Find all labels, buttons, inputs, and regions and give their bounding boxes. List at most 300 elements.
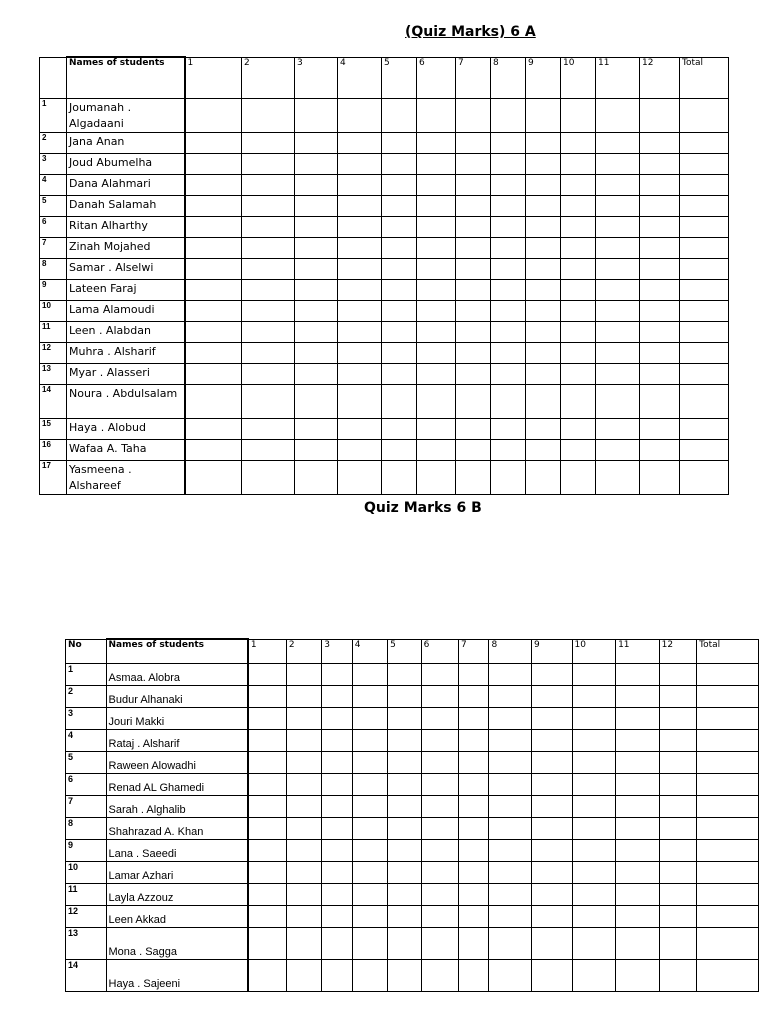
- mark-cell[interactable]: [352, 884, 387, 906]
- mark-cell[interactable]: [295, 343, 338, 364]
- mark-cell[interactable]: [526, 175, 561, 196]
- mark-cell[interactable]: [561, 385, 596, 419]
- mark-cell[interactable]: [382, 154, 417, 175]
- mark-cell[interactable]: [616, 906, 660, 928]
- mark-cell[interactable]: [382, 364, 417, 385]
- mark-cell[interactable]: [491, 154, 526, 175]
- mark-cell[interactable]: [456, 99, 491, 133]
- mark-cell[interactable]: [185, 196, 242, 217]
- mark-cell[interactable]: [640, 259, 680, 280]
- mark-cell[interactable]: [596, 175, 640, 196]
- mark-cell[interactable]: [185, 419, 242, 440]
- mark-cell[interactable]: [640, 175, 680, 196]
- total-cell[interactable]: [680, 301, 729, 322]
- mark-cell[interactable]: [286, 960, 321, 992]
- mark-cell[interactable]: [561, 217, 596, 238]
- mark-cell[interactable]: [491, 322, 526, 343]
- mark-cell[interactable]: [338, 419, 382, 440]
- mark-cell[interactable]: [338, 259, 382, 280]
- mark-cell[interactable]: [489, 884, 532, 906]
- mark-cell[interactable]: [456, 343, 491, 364]
- mark-cell[interactable]: [185, 280, 242, 301]
- mark-cell[interactable]: [421, 664, 458, 686]
- mark-cell[interactable]: [596, 322, 640, 343]
- total-cell[interactable]: [680, 385, 729, 419]
- mark-cell[interactable]: [456, 419, 491, 440]
- mark-cell[interactable]: [640, 99, 680, 133]
- total-cell[interactable]: [697, 664, 759, 686]
- mark-cell[interactable]: [242, 259, 295, 280]
- mark-cell[interactable]: [382, 259, 417, 280]
- mark-cell[interactable]: [659, 664, 696, 686]
- mark-cell[interactable]: [295, 364, 338, 385]
- mark-cell[interactable]: [616, 796, 660, 818]
- mark-cell[interactable]: [572, 928, 616, 960]
- mark-cell[interactable]: [491, 99, 526, 133]
- mark-cell[interactable]: [596, 280, 640, 301]
- mark-cell[interactable]: [531, 818, 572, 840]
- mark-cell[interactable]: [248, 752, 287, 774]
- mark-cell[interactable]: [322, 752, 352, 774]
- mark-cell[interactable]: [382, 99, 417, 133]
- mark-cell[interactable]: [616, 664, 660, 686]
- total-cell[interactable]: [680, 419, 729, 440]
- mark-cell[interactable]: [286, 752, 321, 774]
- mark-cell[interactable]: [421, 818, 458, 840]
- mark-cell[interactable]: [382, 385, 417, 419]
- mark-cell[interactable]: [352, 862, 387, 884]
- mark-cell[interactable]: [352, 796, 387, 818]
- mark-cell[interactable]: [659, 708, 696, 730]
- mark-cell[interactable]: [526, 461, 561, 495]
- mark-cell[interactable]: [596, 364, 640, 385]
- mark-cell[interactable]: [640, 322, 680, 343]
- mark-cell[interactable]: [561, 322, 596, 343]
- mark-cell[interactable]: [388, 686, 421, 708]
- mark-cell[interactable]: [459, 796, 489, 818]
- mark-cell[interactable]: [491, 175, 526, 196]
- mark-cell[interactable]: [596, 196, 640, 217]
- mark-cell[interactable]: [286, 862, 321, 884]
- mark-cell[interactable]: [248, 818, 287, 840]
- mark-cell[interactable]: [489, 906, 532, 928]
- mark-cell[interactable]: [526, 238, 561, 259]
- mark-cell[interactable]: [248, 686, 287, 708]
- mark-cell[interactable]: [338, 461, 382, 495]
- mark-cell[interactable]: [616, 708, 660, 730]
- mark-cell[interactable]: [459, 960, 489, 992]
- mark-cell[interactable]: [531, 664, 572, 686]
- mark-cell[interactable]: [242, 196, 295, 217]
- mark-cell[interactable]: [382, 238, 417, 259]
- mark-cell[interactable]: [491, 259, 526, 280]
- total-cell[interactable]: [697, 960, 759, 992]
- mark-cell[interactable]: [242, 280, 295, 301]
- mark-cell[interactable]: [338, 196, 382, 217]
- mark-cell[interactable]: [295, 440, 338, 461]
- mark-cell[interactable]: [616, 752, 660, 774]
- mark-cell[interactable]: [382, 440, 417, 461]
- mark-cell[interactable]: [572, 730, 616, 752]
- mark-cell[interactable]: [526, 259, 561, 280]
- mark-cell[interactable]: [456, 133, 491, 154]
- mark-cell[interactable]: [596, 154, 640, 175]
- total-cell[interactable]: [697, 686, 759, 708]
- mark-cell[interactable]: [459, 774, 489, 796]
- mark-cell[interactable]: [388, 730, 421, 752]
- mark-cell[interactable]: [417, 133, 456, 154]
- mark-cell[interactable]: [640, 133, 680, 154]
- mark-cell[interactable]: [388, 664, 421, 686]
- mark-cell[interactable]: [561, 419, 596, 440]
- total-cell[interactable]: [697, 752, 759, 774]
- mark-cell[interactable]: [417, 385, 456, 419]
- mark-cell[interactable]: [185, 99, 242, 133]
- mark-cell[interactable]: [489, 796, 532, 818]
- mark-cell[interactable]: [572, 818, 616, 840]
- mark-cell[interactable]: [491, 301, 526, 322]
- mark-cell[interactable]: [531, 862, 572, 884]
- total-cell[interactable]: [697, 818, 759, 840]
- mark-cell[interactable]: [456, 385, 491, 419]
- total-cell[interactable]: [680, 280, 729, 301]
- total-cell[interactable]: [680, 133, 729, 154]
- mark-cell[interactable]: [531, 796, 572, 818]
- mark-cell[interactable]: [185, 238, 242, 259]
- mark-cell[interactable]: [456, 440, 491, 461]
- mark-cell[interactable]: [352, 928, 387, 960]
- mark-cell[interactable]: [322, 818, 352, 840]
- mark-cell[interactable]: [489, 928, 532, 960]
- mark-cell[interactable]: [421, 928, 458, 960]
- mark-cell[interactable]: [659, 960, 696, 992]
- mark-cell[interactable]: [596, 419, 640, 440]
- mark-cell[interactable]: [352, 664, 387, 686]
- mark-cell[interactable]: [526, 322, 561, 343]
- mark-cell[interactable]: [242, 461, 295, 495]
- mark-cell[interactable]: [526, 343, 561, 364]
- mark-cell[interactable]: [248, 906, 287, 928]
- mark-cell[interactable]: [352, 730, 387, 752]
- mark-cell[interactable]: [596, 238, 640, 259]
- total-cell[interactable]: [697, 862, 759, 884]
- mark-cell[interactable]: [531, 686, 572, 708]
- mark-cell[interactable]: [417, 280, 456, 301]
- mark-cell[interactable]: [382, 196, 417, 217]
- mark-cell[interactable]: [382, 301, 417, 322]
- mark-cell[interactable]: [185, 175, 242, 196]
- mark-cell[interactable]: [572, 752, 616, 774]
- mark-cell[interactable]: [417, 154, 456, 175]
- mark-cell[interactable]: [659, 862, 696, 884]
- mark-cell[interactable]: [417, 364, 456, 385]
- total-cell[interactable]: [680, 196, 729, 217]
- mark-cell[interactable]: [338, 440, 382, 461]
- mark-cell[interactable]: [352, 818, 387, 840]
- mark-cell[interactable]: [322, 686, 352, 708]
- mark-cell[interactable]: [286, 818, 321, 840]
- mark-cell[interactable]: [286, 664, 321, 686]
- mark-cell[interactable]: [561, 238, 596, 259]
- mark-cell[interactable]: [242, 301, 295, 322]
- mark-cell[interactable]: [388, 840, 421, 862]
- mark-cell[interactable]: [322, 884, 352, 906]
- mark-cell[interactable]: [242, 175, 295, 196]
- mark-cell[interactable]: [596, 259, 640, 280]
- mark-cell[interactable]: [659, 906, 696, 928]
- mark-cell[interactable]: [421, 840, 458, 862]
- mark-cell[interactable]: [185, 322, 242, 343]
- mark-cell[interactable]: [242, 343, 295, 364]
- mark-cell[interactable]: [242, 238, 295, 259]
- mark-cell[interactable]: [286, 884, 321, 906]
- mark-cell[interactable]: [659, 818, 696, 840]
- mark-cell[interactable]: [248, 884, 287, 906]
- mark-cell[interactable]: [185, 440, 242, 461]
- mark-cell[interactable]: [322, 862, 352, 884]
- mark-cell[interactable]: [286, 774, 321, 796]
- mark-cell[interactable]: [526, 440, 561, 461]
- total-cell[interactable]: [697, 774, 759, 796]
- mark-cell[interactable]: [659, 796, 696, 818]
- mark-cell[interactable]: [531, 928, 572, 960]
- mark-cell[interactable]: [596, 343, 640, 364]
- mark-cell[interactable]: [421, 796, 458, 818]
- mark-cell[interactable]: [572, 862, 616, 884]
- mark-cell[interactable]: [338, 175, 382, 196]
- mark-cell[interactable]: [531, 774, 572, 796]
- total-cell[interactable]: [697, 840, 759, 862]
- mark-cell[interactable]: [572, 840, 616, 862]
- mark-cell[interactable]: [596, 440, 640, 461]
- mark-cell[interactable]: [338, 217, 382, 238]
- mark-cell[interactable]: [185, 385, 242, 419]
- mark-cell[interactable]: [421, 960, 458, 992]
- total-cell[interactable]: [680, 217, 729, 238]
- mark-cell[interactable]: [572, 686, 616, 708]
- mark-cell[interactable]: [616, 884, 660, 906]
- mark-cell[interactable]: [640, 301, 680, 322]
- mark-cell[interactable]: [248, 708, 287, 730]
- mark-cell[interactable]: [531, 960, 572, 992]
- mark-cell[interactable]: [489, 752, 532, 774]
- mark-cell[interactable]: [417, 238, 456, 259]
- mark-cell[interactable]: [489, 774, 532, 796]
- mark-cell[interactable]: [417, 322, 456, 343]
- total-cell[interactable]: [680, 322, 729, 343]
- mark-cell[interactable]: [185, 301, 242, 322]
- mark-cell[interactable]: [352, 906, 387, 928]
- mark-cell[interactable]: [616, 818, 660, 840]
- mark-cell[interactable]: [659, 928, 696, 960]
- mark-cell[interactable]: [640, 238, 680, 259]
- mark-cell[interactable]: [352, 752, 387, 774]
- mark-cell[interactable]: [185, 461, 242, 495]
- mark-cell[interactable]: [295, 217, 338, 238]
- mark-cell[interactable]: [295, 154, 338, 175]
- mark-cell[interactable]: [561, 133, 596, 154]
- mark-cell[interactable]: [659, 840, 696, 862]
- mark-cell[interactable]: [248, 960, 287, 992]
- mark-cell[interactable]: [388, 774, 421, 796]
- mark-cell[interactable]: [242, 322, 295, 343]
- mark-cell[interactable]: [640, 154, 680, 175]
- mark-cell[interactable]: [526, 133, 561, 154]
- mark-cell[interactable]: [526, 217, 561, 238]
- mark-cell[interactable]: [491, 440, 526, 461]
- mark-cell[interactable]: [640, 461, 680, 495]
- mark-cell[interactable]: [242, 133, 295, 154]
- mark-cell[interactable]: [596, 217, 640, 238]
- mark-cell[interactable]: [421, 708, 458, 730]
- mark-cell[interactable]: [561, 259, 596, 280]
- mark-cell[interactable]: [459, 906, 489, 928]
- mark-cell[interactable]: [640, 343, 680, 364]
- mark-cell[interactable]: [417, 175, 456, 196]
- mark-cell[interactable]: [338, 280, 382, 301]
- mark-cell[interactable]: [417, 259, 456, 280]
- mark-cell[interactable]: [531, 840, 572, 862]
- mark-cell[interactable]: [456, 461, 491, 495]
- mark-cell[interactable]: [640, 364, 680, 385]
- mark-cell[interactable]: [491, 280, 526, 301]
- mark-cell[interactable]: [491, 196, 526, 217]
- mark-cell[interactable]: [456, 238, 491, 259]
- mark-cell[interactable]: [322, 928, 352, 960]
- mark-cell[interactable]: [561, 364, 596, 385]
- mark-cell[interactable]: [491, 419, 526, 440]
- mark-cell[interactable]: [489, 708, 532, 730]
- mark-cell[interactable]: [421, 730, 458, 752]
- mark-cell[interactable]: [417, 419, 456, 440]
- total-cell[interactable]: [680, 259, 729, 280]
- mark-cell[interactable]: [417, 301, 456, 322]
- mark-cell[interactable]: [185, 154, 242, 175]
- mark-cell[interactable]: [421, 686, 458, 708]
- mark-cell[interactable]: [286, 906, 321, 928]
- mark-cell[interactable]: [338, 238, 382, 259]
- mark-cell[interactable]: [456, 217, 491, 238]
- mark-cell[interactable]: [572, 774, 616, 796]
- total-cell[interactable]: [697, 884, 759, 906]
- mark-cell[interactable]: [640, 440, 680, 461]
- mark-cell[interactable]: [659, 686, 696, 708]
- mark-cell[interactable]: [322, 664, 352, 686]
- total-cell[interactable]: [680, 440, 729, 461]
- mark-cell[interactable]: [286, 708, 321, 730]
- mark-cell[interactable]: [352, 840, 387, 862]
- mark-cell[interactable]: [489, 686, 532, 708]
- mark-cell[interactable]: [640, 280, 680, 301]
- total-cell[interactable]: [697, 796, 759, 818]
- mark-cell[interactable]: [489, 960, 532, 992]
- mark-cell[interactable]: [338, 301, 382, 322]
- mark-cell[interactable]: [421, 906, 458, 928]
- mark-cell[interactable]: [526, 154, 561, 175]
- mark-cell[interactable]: [242, 154, 295, 175]
- mark-cell[interactable]: [526, 385, 561, 419]
- total-cell[interactable]: [697, 906, 759, 928]
- mark-cell[interactable]: [242, 99, 295, 133]
- mark-cell[interactable]: [322, 708, 352, 730]
- mark-cell[interactable]: [561, 175, 596, 196]
- mark-cell[interactable]: [185, 364, 242, 385]
- mark-cell[interactable]: [242, 440, 295, 461]
- mark-cell[interactable]: [417, 217, 456, 238]
- mark-cell[interactable]: [388, 884, 421, 906]
- mark-cell[interactable]: [352, 774, 387, 796]
- mark-cell[interactable]: [596, 461, 640, 495]
- total-cell[interactable]: [680, 238, 729, 259]
- mark-cell[interactable]: [388, 928, 421, 960]
- mark-cell[interactable]: [295, 238, 338, 259]
- mark-cell[interactable]: [459, 928, 489, 960]
- mark-cell[interactable]: [616, 686, 660, 708]
- mark-cell[interactable]: [382, 175, 417, 196]
- mark-cell[interactable]: [616, 774, 660, 796]
- mark-cell[interactable]: [459, 884, 489, 906]
- total-cell[interactable]: [680, 154, 729, 175]
- mark-cell[interactable]: [388, 708, 421, 730]
- mark-cell[interactable]: [531, 708, 572, 730]
- mark-cell[interactable]: [382, 343, 417, 364]
- mark-cell[interactable]: [185, 343, 242, 364]
- mark-cell[interactable]: [596, 385, 640, 419]
- mark-cell[interactable]: [295, 385, 338, 419]
- mark-cell[interactable]: [322, 796, 352, 818]
- mark-cell[interactable]: [459, 862, 489, 884]
- mark-cell[interactable]: [295, 99, 338, 133]
- mark-cell[interactable]: [388, 796, 421, 818]
- mark-cell[interactable]: [242, 364, 295, 385]
- mark-cell[interactable]: [456, 175, 491, 196]
- mark-cell[interactable]: [659, 774, 696, 796]
- mark-cell[interactable]: [659, 884, 696, 906]
- mark-cell[interactable]: [388, 906, 421, 928]
- mark-cell[interactable]: [417, 440, 456, 461]
- mark-cell[interactable]: [561, 154, 596, 175]
- mark-cell[interactable]: [295, 133, 338, 154]
- total-cell[interactable]: [680, 175, 729, 196]
- mark-cell[interactable]: [491, 217, 526, 238]
- mark-cell[interactable]: [338, 154, 382, 175]
- mark-cell[interactable]: [456, 259, 491, 280]
- mark-cell[interactable]: [459, 708, 489, 730]
- mark-cell[interactable]: [531, 884, 572, 906]
- mark-cell[interactable]: [456, 154, 491, 175]
- mark-cell[interactable]: [286, 840, 321, 862]
- mark-cell[interactable]: [338, 322, 382, 343]
- total-cell[interactable]: [680, 99, 729, 133]
- mark-cell[interactable]: [417, 196, 456, 217]
- mark-cell[interactable]: [338, 343, 382, 364]
- total-cell[interactable]: [680, 343, 729, 364]
- mark-cell[interactable]: [572, 960, 616, 992]
- mark-cell[interactable]: [596, 133, 640, 154]
- mark-cell[interactable]: [295, 461, 338, 495]
- mark-cell[interactable]: [561, 280, 596, 301]
- mark-cell[interactable]: [295, 419, 338, 440]
- mark-cell[interactable]: [417, 343, 456, 364]
- mark-cell[interactable]: [491, 133, 526, 154]
- mark-cell[interactable]: [561, 343, 596, 364]
- mark-cell[interactable]: [489, 664, 532, 686]
- mark-cell[interactable]: [491, 385, 526, 419]
- mark-cell[interactable]: [456, 322, 491, 343]
- mark-cell[interactable]: [242, 217, 295, 238]
- mark-cell[interactable]: [185, 217, 242, 238]
- mark-cell[interactable]: [659, 752, 696, 774]
